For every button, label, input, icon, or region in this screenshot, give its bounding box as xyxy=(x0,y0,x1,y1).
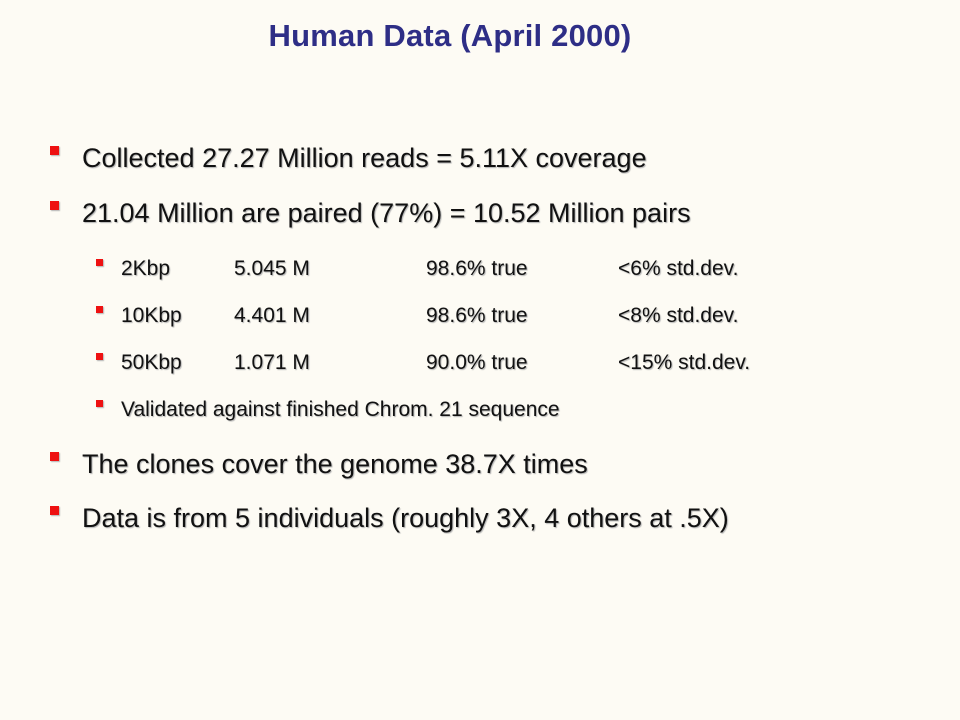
bullet-text: Data is from 5 individuals (roughly 3X, 4 others at .5X) xyxy=(82,503,729,533)
pair-size: 50Kbp xyxy=(121,351,182,374)
pair-count: 5.045 M xyxy=(234,257,310,280)
sub-bullet-marker xyxy=(96,259,103,266)
bullet-text: Validated against finished Chrom. 21 sequence xyxy=(121,398,560,421)
validation-note xyxy=(96,398,560,422)
bullet-clone-coverage xyxy=(50,449,588,480)
bullet-text: Collected 27.27 Million reads = 5.11X coverage xyxy=(82,143,647,173)
bullet-marker xyxy=(50,146,59,155)
bullet-paired-reads xyxy=(50,198,691,229)
sub-bullet-marker xyxy=(96,353,103,360)
bullet-marker xyxy=(50,452,59,461)
pair-stddev: <8% std.dev. xyxy=(618,304,739,327)
bullet-marker xyxy=(50,201,59,210)
sub-bullet-marker xyxy=(96,400,103,407)
pair-size: 2Kbp xyxy=(121,257,171,280)
pair-true-rate: 98.6% true xyxy=(426,304,528,327)
bullet-individuals xyxy=(50,503,729,534)
bullet-text: 21.04 Million are paired (77%) = 10.52 Million pairs xyxy=(82,198,691,228)
pair-row-10kbp xyxy=(96,304,738,328)
bullet-collected-reads xyxy=(50,143,647,174)
bullet-text: The clones cover the genome 38.7X times xyxy=(82,449,588,479)
pair-true-rate: 98.6% true xyxy=(426,257,528,280)
slide-title: Human Data (April 2000) xyxy=(268,18,632,53)
pair-row-50kbp xyxy=(96,351,750,375)
bullet-marker xyxy=(50,506,59,515)
pair-stddev: <15% std.dev. xyxy=(618,351,751,374)
pair-count: 4.401 M xyxy=(234,304,310,327)
pair-size: 10Kbp xyxy=(121,304,182,327)
pair-true-rate: 90.0% true xyxy=(426,351,528,374)
pair-row-2kbp xyxy=(96,257,738,281)
sub-bullet-marker xyxy=(96,306,103,313)
pair-stddev: <6% std.dev. xyxy=(618,257,739,280)
pair-count: 1.071 M xyxy=(234,351,310,374)
